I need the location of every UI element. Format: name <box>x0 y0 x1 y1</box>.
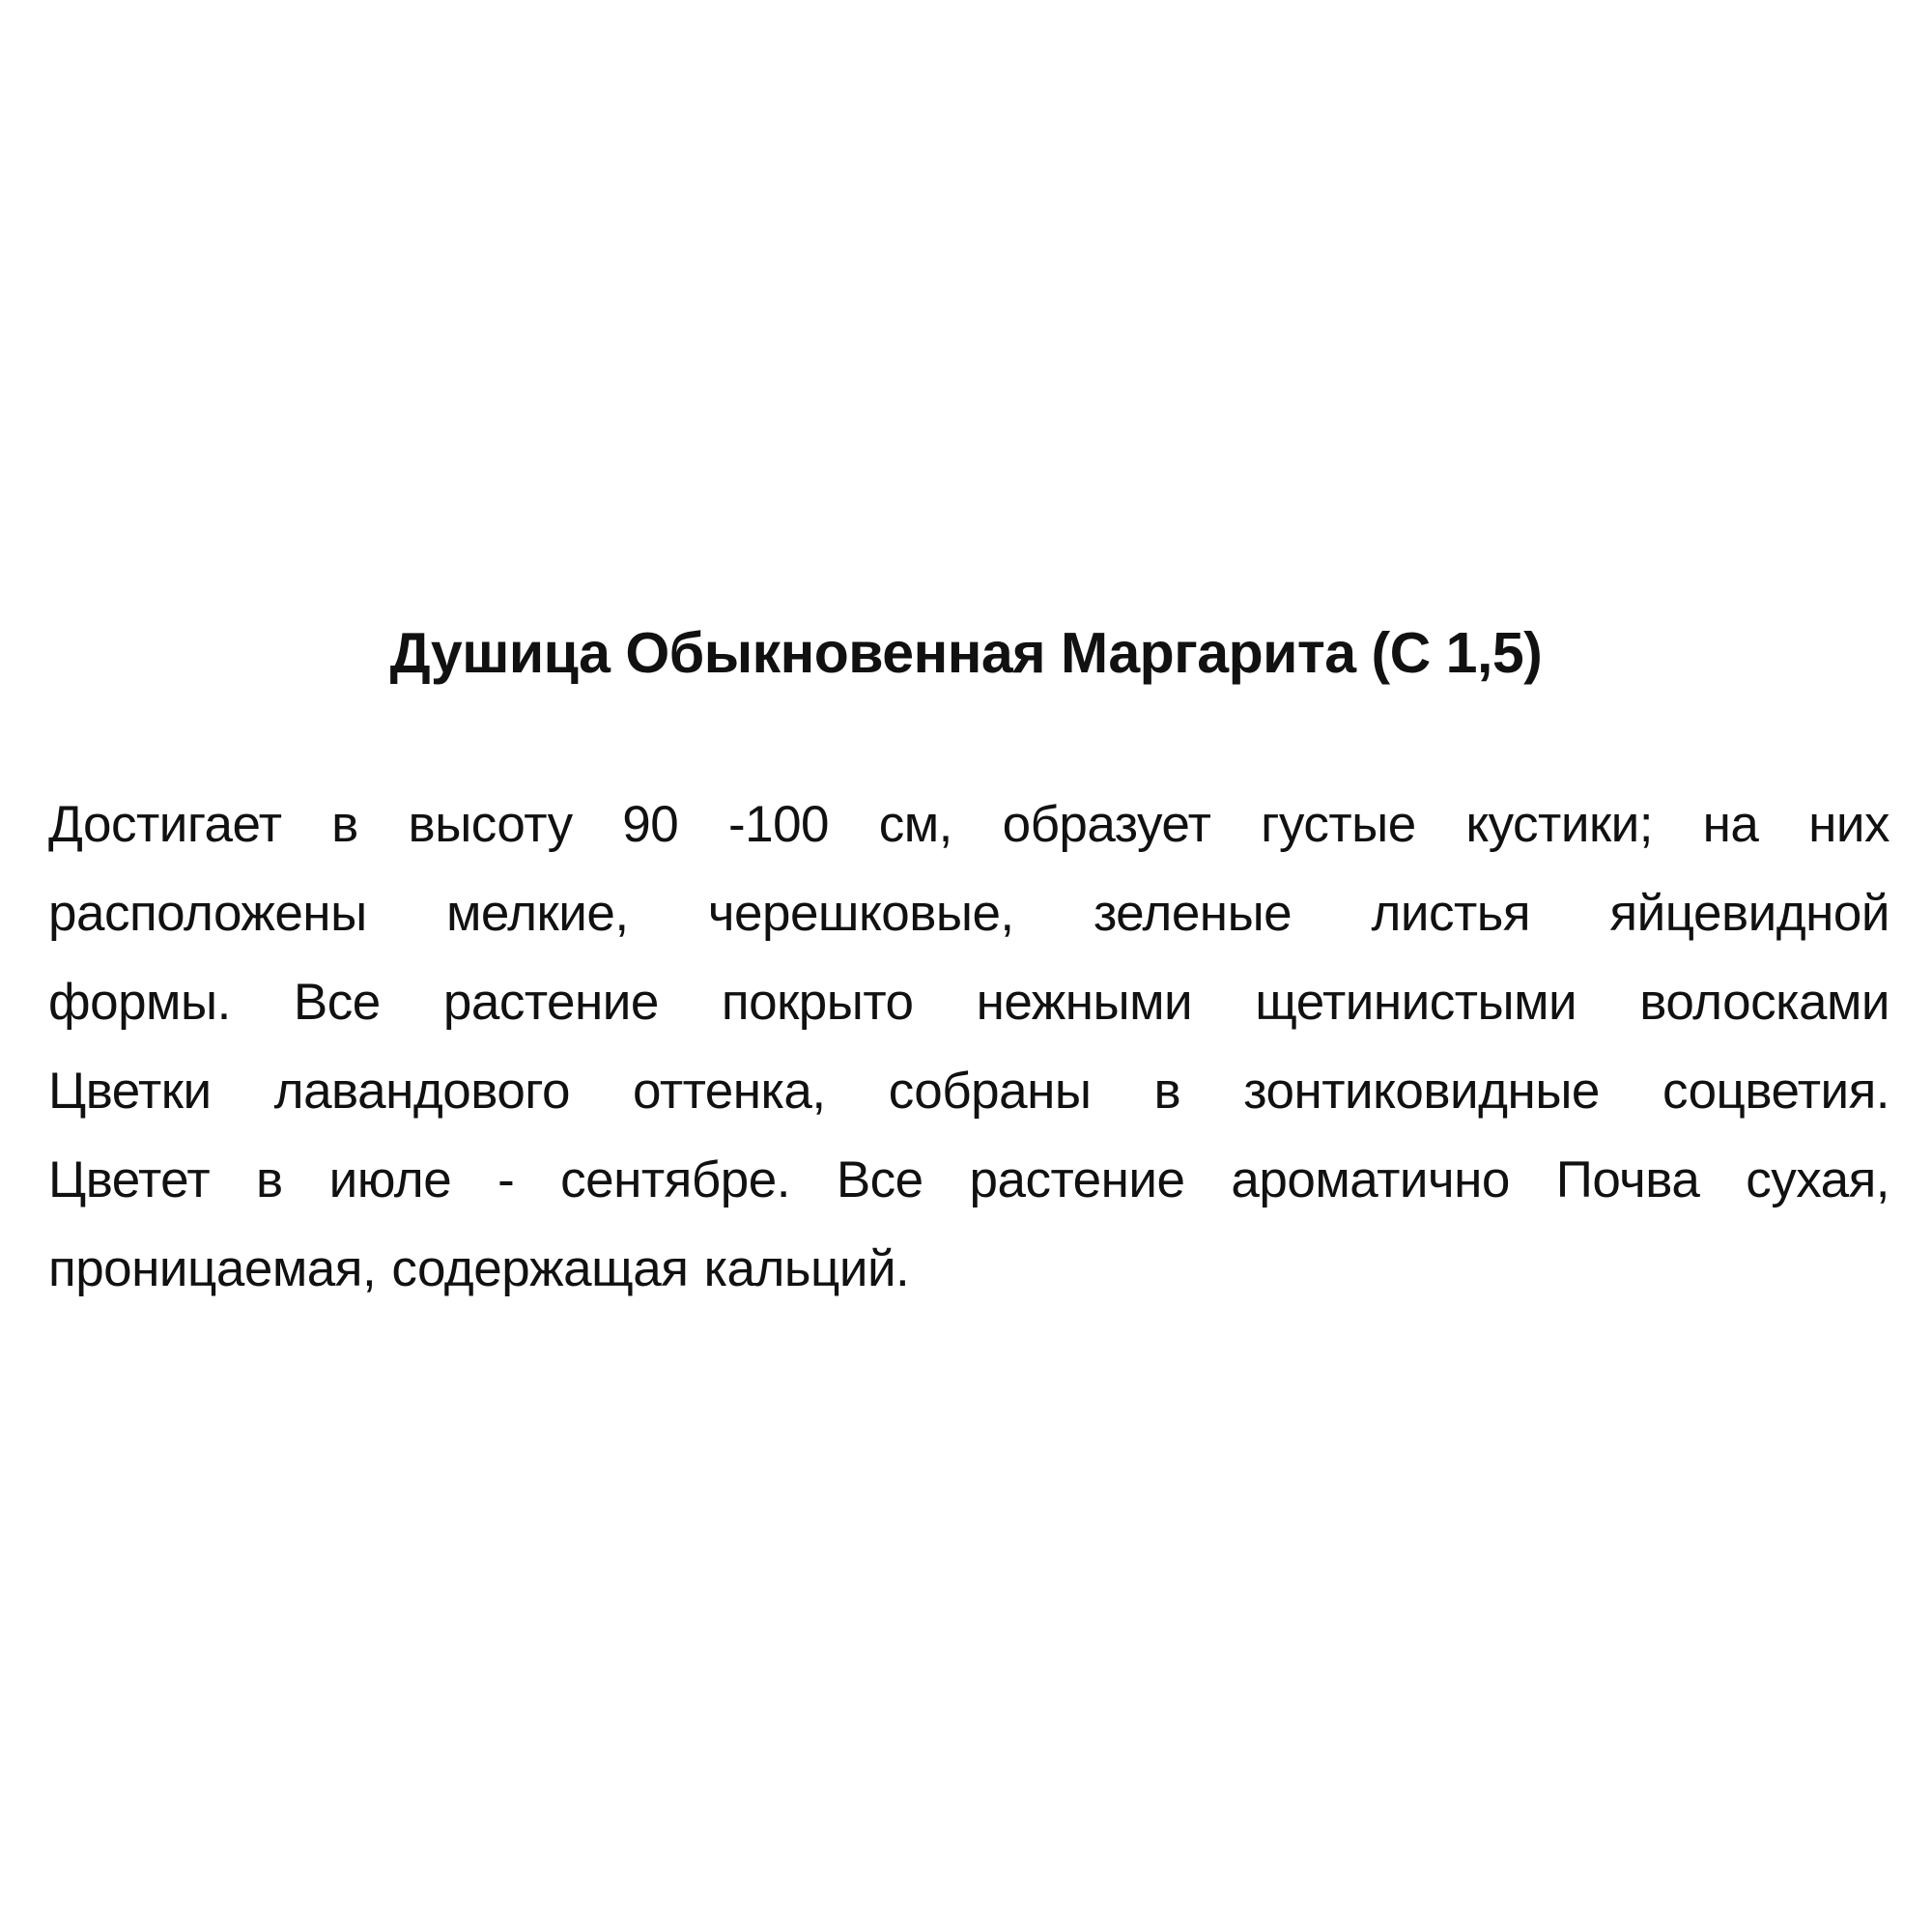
paragraph-line: проницаемая, содержащая кальций. <box>48 1240 910 1297</box>
paragraph-line: формы. Все растение покрыто нежными щетинистыми волосками <box>48 974 1889 1031</box>
paragraph <box>48 781 1889 1314</box>
paragraph-line: расположены мелкие, черешковые, зеленые листья яйцевидной <box>48 885 1889 942</box>
paragraph-line: Цветет в июле - сентябре. Все растение ароматично Почва сухая, <box>48 1151 1889 1208</box>
paragraph-line: Цветки лавандового оттенка, собраны в зонтиковидные соцветия. <box>48 1063 1889 1120</box>
paragraph-line: Достигает в высоту 90 -100 см, образует густые кустики; на них <box>48 796 1889 853</box>
document-title: Душица Обыкновенная Маргарита (C 1,5) <box>389 621 1543 685</box>
